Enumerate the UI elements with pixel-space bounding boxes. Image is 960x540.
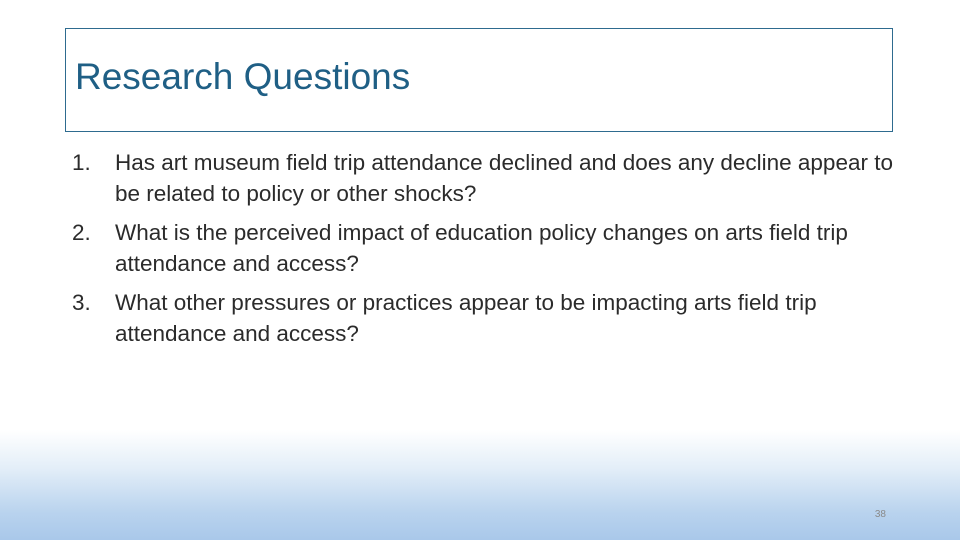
question-item	[72, 288, 912, 349]
question-item	[72, 218, 912, 279]
question-number: 2.	[72, 220, 91, 245]
page-number: 38	[874, 509, 886, 520]
question-list	[72, 148, 912, 358]
title-box	[65, 28, 893, 132]
question-item	[72, 148, 912, 209]
slide-title: Research Questions	[75, 56, 411, 97]
question-number: 3.	[72, 290, 91, 315]
question-number: 1.	[72, 150, 91, 175]
bottom-gradient-band	[0, 430, 960, 540]
question-text: Has art museum field trip attendance declined and does any decline appear to be related to policy or other shocks?	[115, 150, 893, 206]
question-text: What other pressures or practices appear to be impacting arts field trip attendance and access?	[115, 290, 817, 346]
question-text: What is the perceived impact of education policy changes on arts field trip attendance and access?	[115, 220, 848, 276]
